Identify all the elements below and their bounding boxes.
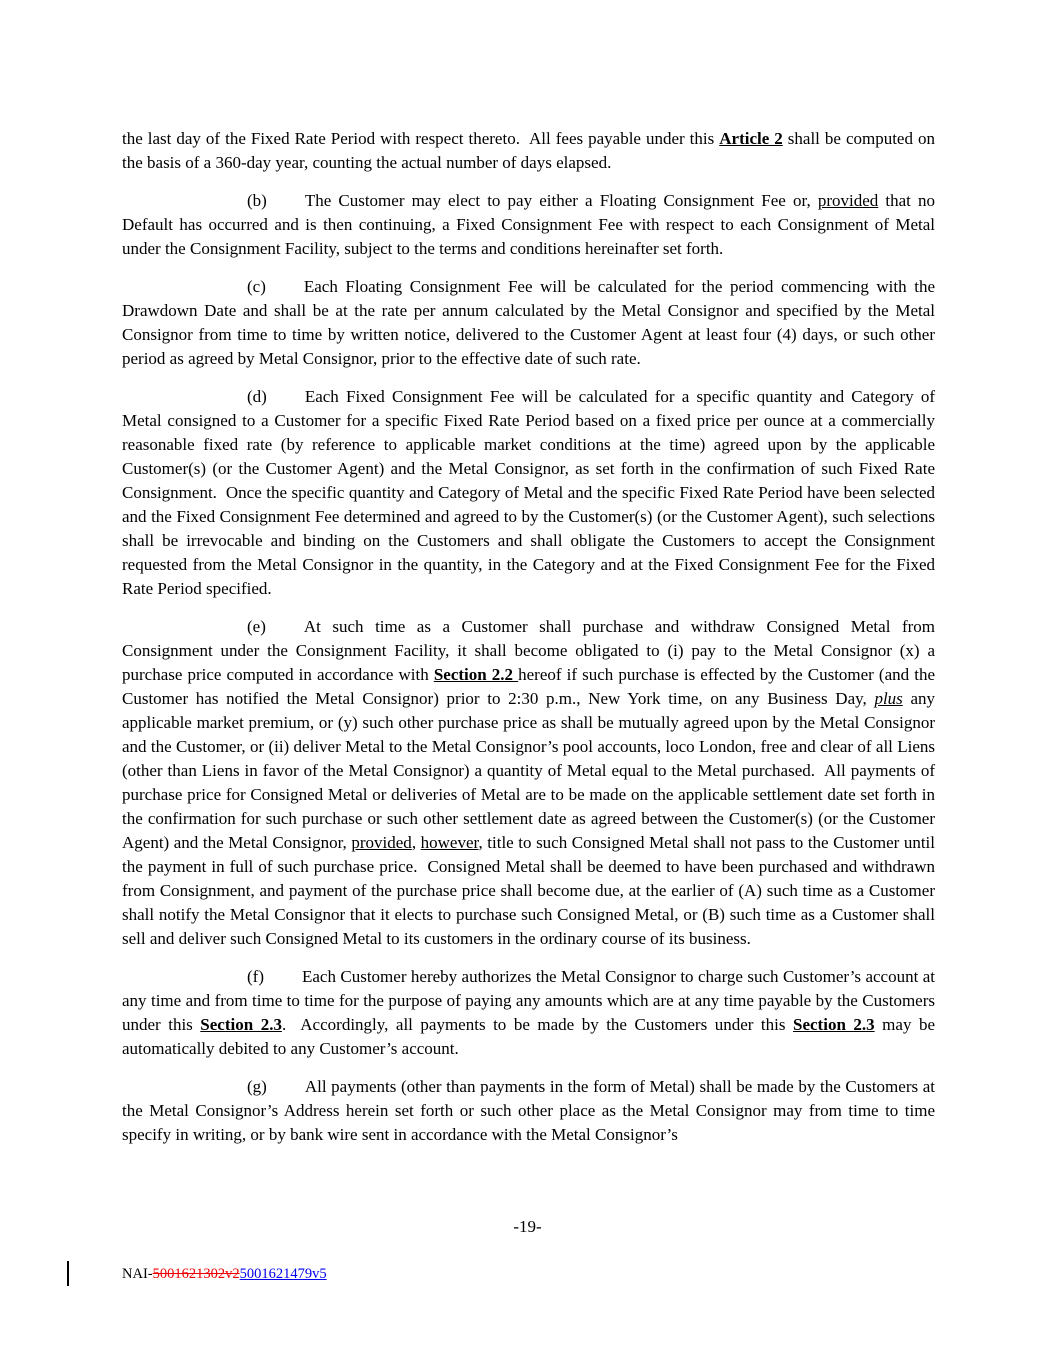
text-run: All payments (other than payments in the form of Metal) shall be made by the Customers at the Metal Consignor’s Address herein set forth or such other place as the Metal Consignor may from time to time specify in writing, or by bank wire sent in accordance with the Metal Consignor’s [122,1077,940,1144]
text-run: Each Customer hereby authorizes the Metal Consignor to charge such Customer’s account at any time and from time to time for the purpose of paying any amounts which are at any time payable by the Customers under this [122,967,940,1034]
text-run: (e) [247,617,266,636]
text-run: (d) [247,387,267,406]
text-run-bu: Article 2 [719,129,783,148]
text-run-u: provided [351,833,412,852]
text-run-bu: Section 2.3 [793,1015,875,1034]
text-run: , title to such Consigned Metal shall not pass to the Customer until the payment in full of such purchase price. Consigned Metal shall be deemed to have been purchased and withdrawn from Consignment, and payment of the purchase price shall become due, at the earlier of (A) such time as a Customer shall notify the Metal Consignor that it elects to purchase such Consigned Metal, or (B) such time as a Customer shall sell and deliver such Consigned Metal to its customers in the ordinary course of its business. [122,833,940,948]
text-run: . Accordingly, all payments to be made by the Customers under this [281,1015,794,1034]
footer-deleted-doc-id: 5001621302v2 [152,1266,240,1282]
text-run: Each Fixed Consignment Fee will be calculated for a specific quantity and Category of Metal consigned to a Customer for a specific Fixed Rate Period based on a fixed price per ounce at a commercially reasonable fixed rate (by reference to applicable market conditions at the time) agreed upon by the applicable Customer(s) (or the Customer Agent) and the Metal Consignor, as set forth in the confirmation of such Fixed Rate Consignment. Once the specific quantity and Category of Metal and the specific Fixed Rate Period have been selected and the Fixed Consignment Fee determined and agreed to by the Customer(s) (or the Customer Agent), such selections shall be irrevocable and binding on the Customers and shall obligate the Customers to accept the Consignment requested from the Metal Consignor in the quantity, in the Category and at the Fixed Consignment Fee for the Fixed Rate Period specified. [122,387,940,598]
text-run: hereof if such purchase is effected by the Customer (and the Customer has notified the Metal Consignor) prior to 2:30 p.m., New York time, on any Business Day, [122,665,940,708]
document-body [122,127,940,1161]
text-run: The Customer may elect to pay either a Floating Consignment Fee or, [304,191,818,210]
text-run-bu: Section 2.2 [433,665,519,684]
footer-inserted-doc-id: 5001621479v5 [239,1266,327,1282]
text-run: , [411,833,421,852]
text-run: At such time as a Customer shall purchase and withdraw Consigned Metal from Consignment under the Consignment Facility, it shall become obligated to (i) pay to the Metal Consignor (x) a purchase price computed in accordance with [122,617,940,684]
text-run: shall be computed on the basis of a 360-day year, counting the actual number of days elapsed. [122,129,940,172]
text-run: Each Floating Consignment Fee will be calculated for the period commencing with the Drawdown Date and shall be at the rate per annum calculated by the Metal Consignor and specified by the Metal Consignor from time to time by written notice, delivered to the Customer Agent at least four (4) days, or such other period as agreed by Metal Consignor, prior to the effective date of such rate. [122,277,940,368]
text-run: (g) [247,1077,267,1096]
document-footer [122,1264,327,1284]
text-run-u: however [420,833,479,852]
text-run: any applicable market premium, or (y) such other purchase price as shall be mutually agreed upon by the Metal Consignor and the Customer, or (ii) deliver Metal to the Metal Consignor’s pool accounts, loco London, free and clear of all Liens (other than Liens in favor of the Metal Consignor) a quantity of Metal equal to the Metal purchased. All payments of purchase price for Consigned Metal or deliveries of Metal are to be made on the applicable settlement date set forth in the confirmation for such purchase or such other settlement date as agreed between the Customer(s) (or the Customer Agent) and the Metal Consignor, [122,689,940,852]
revision-change-bar [67,1261,69,1286]
paragraph-intro-continuation [122,127,940,175]
text-run-u: provided [817,191,879,210]
footer-doc-id-prefix: NAI- [122,1266,153,1282]
page-number: -19- [513,1217,542,1236]
paragraph-clause-b [122,189,940,261]
text-run: the last day of the Fixed Rate Period with respect thereto. All fees payable under this [122,129,720,148]
text-run: that no Default has occurred and is then continuing, a Fixed Consignment Fee with respect to each Consignment of Metal under the Consignment Facility, subject to the terms and conditions hereinafter set forth. [122,191,940,258]
text-run: (b) [247,191,267,210]
paragraph-clause-d [122,385,940,601]
text-run-iu: plus [874,689,903,708]
text-run: (c) [247,277,266,296]
text-run: may be automatically debited to any Customer’s account. [122,1015,940,1058]
paragraph-clause-e [122,615,940,951]
paragraph-clause-g [122,1075,940,1147]
text-run: (f) [247,967,264,986]
paragraph-clause-f [122,965,940,1061]
paragraph-clause-c [122,275,940,371]
text-run-bu: Section 2.3 [200,1015,282,1034]
